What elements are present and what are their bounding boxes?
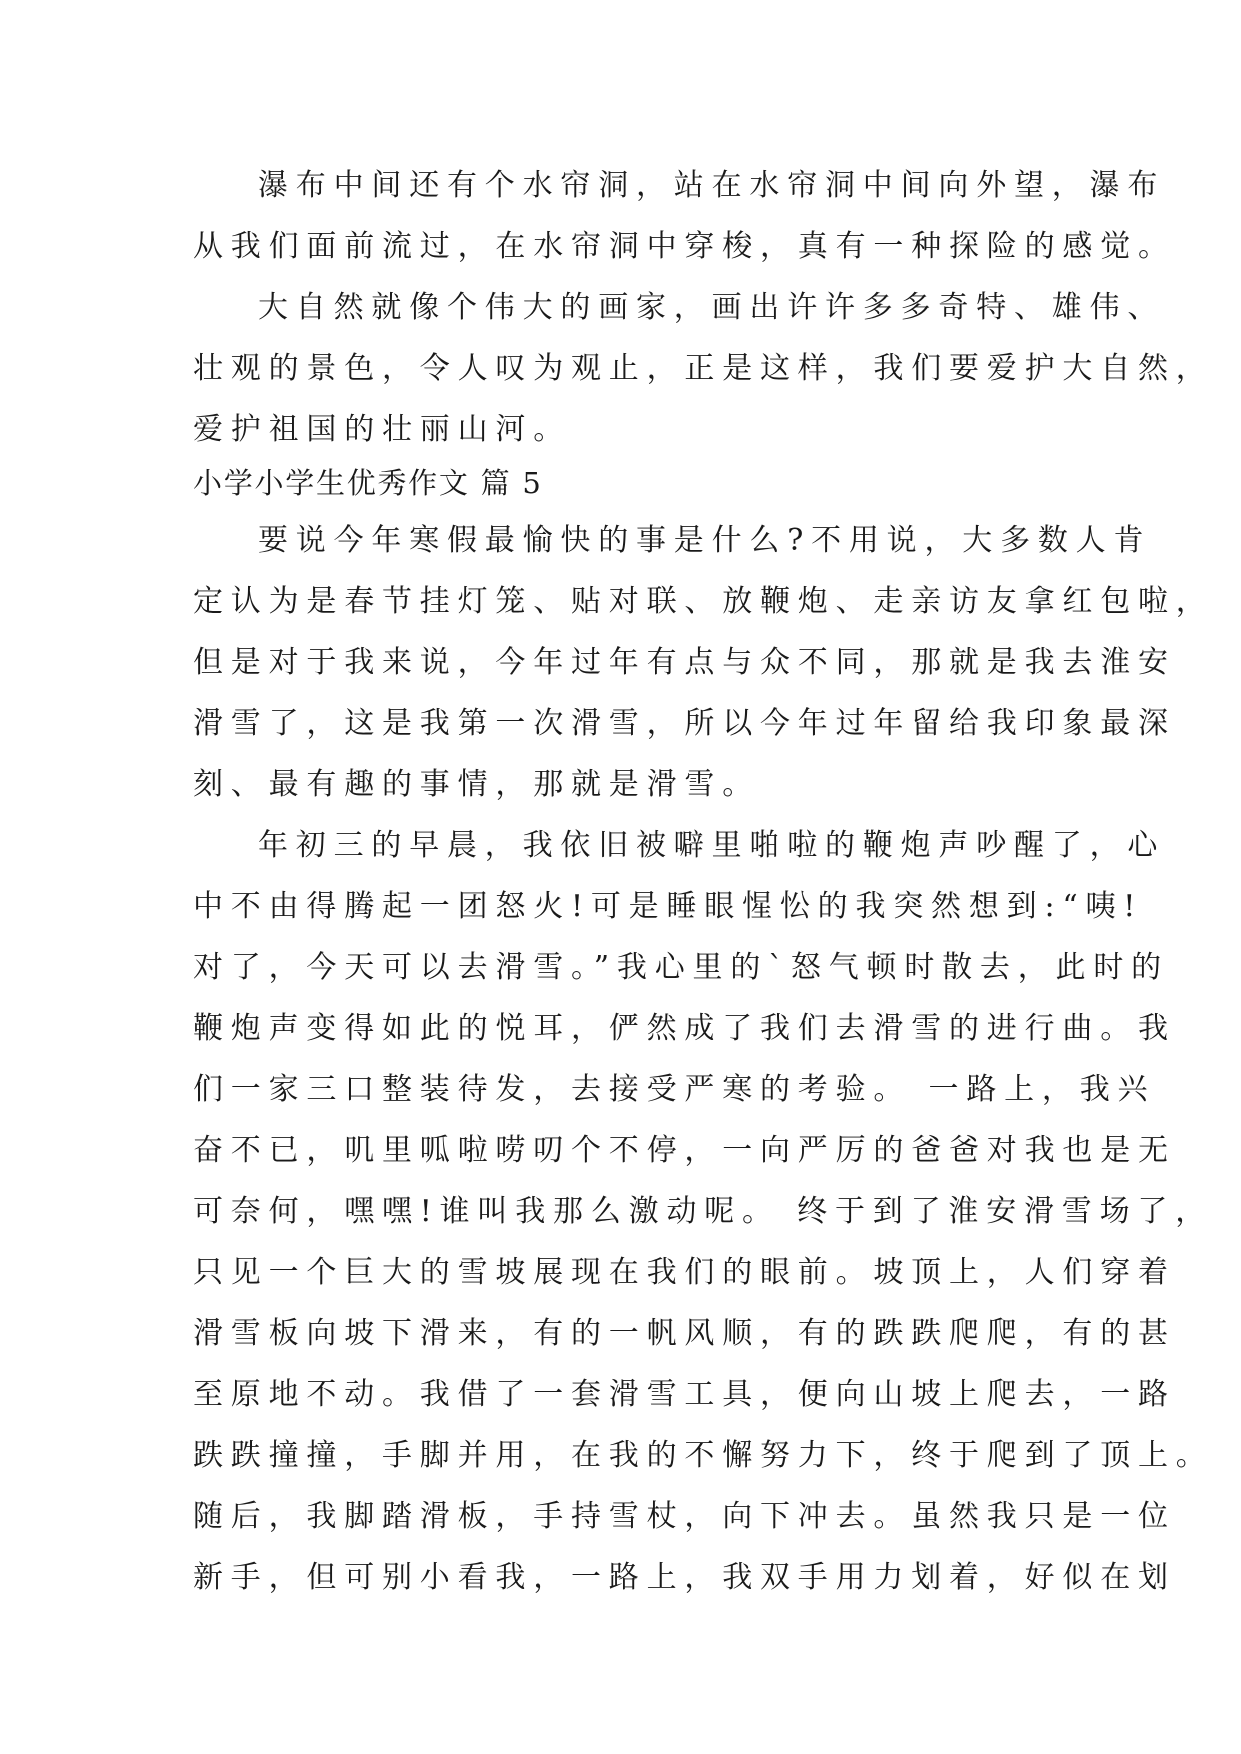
paragraph-line: 瀑布中间还有个水帘洞，站在水帘洞中间向外望，瀑布 [258,168,1166,203]
paragraph-line: 年初三的早晨，我依旧被噼里啪啦的鞭炮声吵醒了，心 [258,828,1166,863]
paragraph-line: 随后，我脚踏滑板，手持雪杖，向下冲去。虽然我只是一位 [193,1499,1176,1534]
paragraph-line: 可奈何，嘿嘿!谁叫我那么激动呢。 终于到了淮安滑雪场了， [193,1194,1213,1229]
paragraph-line: 爱护祖国的壮丽山河。 [193,412,571,447]
paragraph-line: 跌跌撞撞，手脚并用，在我的不懈努力下，终于爬到了顶上。 [193,1438,1214,1473]
paragraph-line: 要说今年寒假最愉快的事是什么?不用说，大多数人肯 [258,523,1152,558]
paragraph-line: 奋不已，叽里呱啦唠叨个不停，一向严厉的爸爸对我也是无 [193,1133,1176,1168]
paragraph-line: 只见一个巨大的雪坡展现在我们的眼前。坡顶上，人们穿着 [193,1255,1176,1290]
paragraph-line: 定认为是春节挂灯笼、贴对联、放鞭炮、走亲访友拿红包啦， [193,584,1214,619]
paragraph-line: 壮观的景色，令人叹为观止，正是这样，我们要爱护大自然， [193,351,1214,386]
paragraph-line: 刻、最有趣的事情，那就是滑雪。 [193,767,760,802]
paragraph-line: 鞭炮声变得如此的悦耳，俨然成了我们去滑雪的进行曲。我 [193,1011,1176,1046]
paragraph-line: 至原地不动。我借了一套滑雪工具，便向山坡上爬去，一路 [193,1377,1176,1412]
section-heading: 小学小学生优秀作文 篇 5 [193,466,543,500]
paragraph-line: 但是对于我来说，今年过年有点与众不同，那就是我去淮安 [193,645,1176,680]
paragraph-line: 对了，今天可以去滑雪。”我心里的`怒气顿时散去，此时的 [193,950,1169,985]
paragraph-line: 滑雪板向坡下滑来，有的一帆风顺，有的跌跌爬爬，有的甚 [193,1316,1176,1351]
paragraph-line: 从我们面前流过，在水帘洞中穿梭，真有一种探险的感觉。 [193,229,1176,264]
paragraph-line: 们一家三口整装待发，去接受严寒的考验。 一路上，我兴 [193,1072,1156,1107]
paragraph-line: 滑雪了，这是我第一次滑雪，所以今年过年留给我印象最深 [193,706,1176,741]
paragraph-line: 中不由得腾起一团怒火!可是睡眼惺忪的我突然想到:“咦! [193,889,1144,924]
paragraph-line: 新手，但可别小看我，一路上，我双手用力划着，好似在划 [193,1560,1176,1595]
paragraph-line: 大自然就像个伟大的画家，画出许许多多奇特、雄伟、 [258,290,1166,325]
